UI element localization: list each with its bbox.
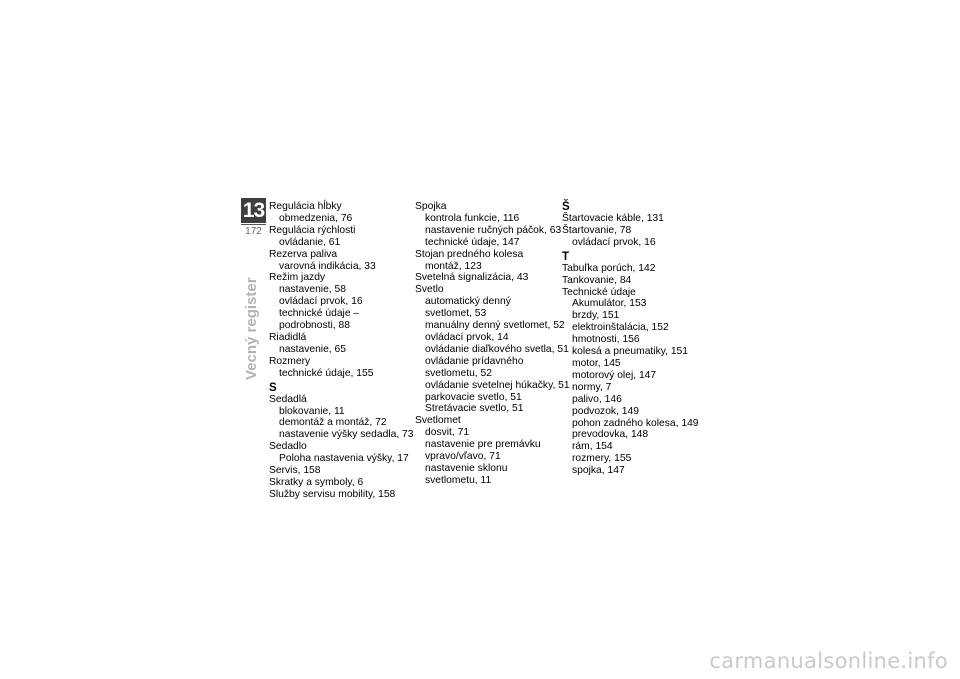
index-entry: Štartovacie káble, 131: [562, 213, 664, 224]
index-entry: Svetlo: [415, 284, 444, 296]
index-entry: Rezerva paliva: [269, 248, 338, 260]
index-subentry: manuálny denný svetlomet, 52: [425, 320, 565, 332]
chapter-number: 13: [242, 199, 265, 222]
index-subentry: svetlomet, 53: [425, 308, 487, 320]
index-subentry: nastavenie, 65: [279, 343, 346, 355]
index-subentry: dosvit, 71: [425, 427, 470, 439]
index-entry: Skratky a symboly, 6: [269, 476, 364, 488]
index-subentry: Stretávacie svetlo, 51: [425, 403, 524, 415]
index-subentry: ovládací prvok, 14: [425, 331, 509, 343]
index-subentry: podrobnosti, 88: [279, 320, 350, 332]
index-subentry: ovládanie diaľkového svetla, 51: [425, 343, 569, 355]
index-subentry: nastavenie, 58: [279, 284, 346, 296]
index-subentry: nastavenie sklonu: [425, 462, 508, 474]
watermark: carmanualsonline.info: [709, 649, 948, 673]
index-subentry: svetlometu, 11: [425, 474, 492, 486]
index-entry: Technické údaje: [562, 286, 636, 298]
index-letter-heading: S: [269, 381, 277, 394]
index-subentry: pohon zadného kolesa, 149: [572, 417, 699, 429]
index-subentry: Akumulátor, 153: [572, 298, 647, 310]
index-entry: Režim jazdy: [269, 272, 326, 284]
index-subentry: varovná indikácia, 33: [279, 260, 376, 272]
index-entry: Štartovanie, 78: [562, 224, 632, 236]
index-letter-heading: Š: [562, 201, 570, 213]
index-subentry: nastavenie ručných páčok, 63: [425, 224, 562, 236]
index-entry: Stojan predného kolesa: [415, 248, 524, 260]
index-subentry: motor, 145: [572, 357, 621, 369]
index-entry: Tankovanie, 84: [562, 274, 632, 286]
index-subentry: montáž, 123: [425, 260, 482, 272]
index-subentry: ovládací prvok, 16: [572, 236, 656, 248]
index-subentry: brzdy, 151: [572, 310, 620, 322]
index-entry: Regulácia rýchlosti: [269, 224, 356, 236]
index-column-1: [269, 201, 414, 501]
index-column-3: [562, 201, 699, 477]
index-entry: Svetlomet: [415, 415, 461, 427]
index-subentry: nastavenie pre premávku: [425, 439, 541, 451]
index-subentry: palivo, 146: [572, 393, 622, 405]
index-letter-heading: T: [562, 250, 570, 263]
index-entry: Sedadlá: [269, 393, 307, 405]
index-subentry: spojka, 147: [572, 465, 625, 477]
index-subentry: ovládanie prídavného: [425, 355, 524, 367]
index-subentry: kontrola funkcie, 116: [425, 212, 520, 224]
index-entry: Spojka: [415, 201, 447, 212]
index-subentry: technické údaje, 155: [279, 367, 374, 379]
chapter-title: Vecný register: [243, 277, 260, 380]
index-entry: Svetelná signalizácia, 43: [415, 272, 529, 284]
index-subentry: automatický denný: [425, 296, 511, 308]
index-subentry: svetlometu, 52: [425, 367, 492, 379]
index-entry: Tabuľka porúch, 142: [562, 262, 656, 274]
index-subentry: kolesá a pneumatiky, 151: [572, 346, 689, 358]
chapter-divider: [241, 224, 266, 225]
page-number: 172: [245, 226, 262, 237]
index-subentry: motorový olej, 147: [572, 369, 657, 381]
index-subentry: vpravo/vľavo, 71: [425, 451, 501, 463]
index-subentry: nastavenie výšky sedadla, 73: [279, 429, 414, 441]
index-entry: Rozmery: [269, 355, 311, 367]
index-entry: Služby servisu mobility, 158: [269, 488, 396, 500]
index-entry: Sedadlo: [269, 441, 307, 453]
index-subentry: podvozok, 149: [572, 405, 639, 417]
index-subentry: hmotnosti, 156: [572, 334, 640, 346]
index-subentry: demontáž a montáž, 72: [279, 417, 387, 429]
index-entry: Regulácia hĺbky: [269, 201, 342, 212]
index-column-2: [415, 201, 570, 487]
index-subentry: rozmery, 155: [572, 453, 632, 465]
index-subentry: parkovacie svetlo, 51: [425, 391, 522, 403]
index-subentry: technické údaje –: [279, 308, 360, 320]
index-entry: Servis, 158: [269, 465, 321, 477]
index-subentry: Poloha nastavenia výšky, 17: [279, 453, 409, 465]
index-subentry: obmedzenia, 76: [279, 212, 353, 224]
index-subentry: technické údaje, 147: [425, 236, 520, 248]
index-subentry: prevodovka, 148: [572, 429, 649, 441]
index-entry: Riadidlá: [269, 331, 307, 343]
index-subentry: ovládanie svetelnej húkačky, 51: [425, 379, 570, 391]
index-subentry: ovládací prvok, 16: [279, 296, 363, 308]
index-subentry: normy, 7: [572, 381, 612, 393]
index-subentry: blokovanie, 11: [279, 405, 345, 417]
index-subentry: elektroinštalácia, 152: [572, 322, 669, 334]
index-subentry: rám, 154: [572, 441, 613, 453]
index-subentry: ovládanie, 61: [279, 236, 341, 248]
